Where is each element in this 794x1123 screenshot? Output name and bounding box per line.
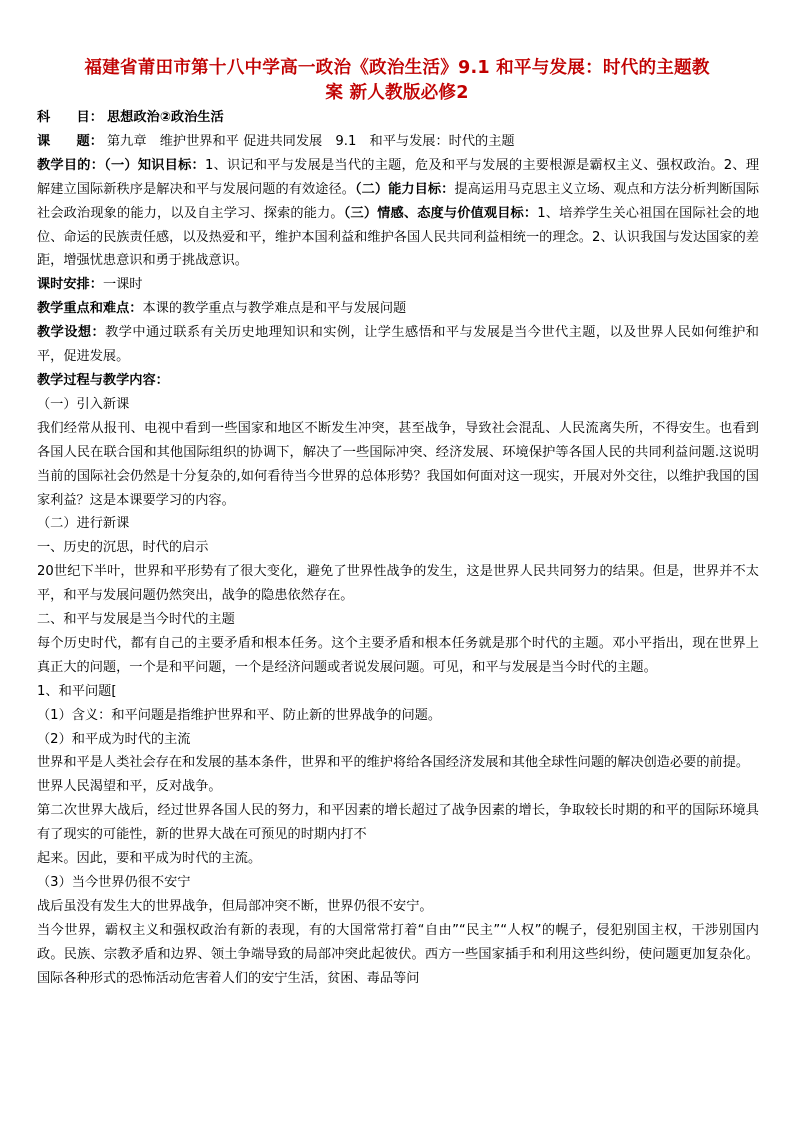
keypoints-value: 本课的教学重点与教学难点是和平与发展问题 xyxy=(142,301,407,317)
topic-label: 课 题： xyxy=(37,133,103,149)
title-line-1: 福建省莆田市第十八中学高一政治《政治生活》9.1 和平与发展：时代的主题教 xyxy=(84,58,710,78)
unrest-paragraph: 战后虽没有发生大的世界战争，但局部冲突不断，世界仍很不安宁。 xyxy=(37,898,433,914)
peace-desire-paragraph: 世界人民渴望和平，反对战争。 xyxy=(37,779,222,795)
ability-goal-text: 提高运用马克思主义立场、观点和方法分析判断国际社会政治现象的能力，以及自主学习、探索的能力。 xyxy=(37,181,760,221)
keypoints-row xyxy=(37,297,759,321)
intro-paragraph: 我们经常从报刊、电视中看到一些国家和地区不断发生冲突，甚至战争，导致社会混乱、人民流离失所，不得安生。也看到各国人民在联合国和其他国际组织的协调下，解决了一些国际冲突、经济发展、环境保护等各国人民的共同利益问题.这说明当前的国际社会仍然是十分复杂的,如何看待当今世界的总体形势？我国如何面对这一现实，开展对外交往，以维护我国的国家利益？这是本课要学习的内容。 xyxy=(37,420,759,508)
subject-label: 科 目： xyxy=(37,110,103,125)
objectives-label: 教学目的： xyxy=(37,157,105,173)
postwar-paragraph: 第二次世界大战后，经过世界各国人民的努力，和平因素的增长超过了战争因素的增长，争取较长时期的和平的国际环境具有了现实的可能性，新的世界大战在可预见的时期内打不 xyxy=(37,803,759,843)
document-body xyxy=(37,106,759,991)
schedule-row xyxy=(37,273,759,297)
history-paragraph: 20世纪下半叶，世界和平形势有了很大变化，避免了世界性战争的发生，这是世界人民共同努力的结果。但是，世界并不太平，和平与发展问题仍然突出，战争的隐患依然存在。 xyxy=(37,564,759,604)
objectives-paragraph xyxy=(37,154,759,274)
section-intro-heading: （一）引入新课 xyxy=(37,396,130,412)
section-new-lesson-heading: （二）进行新课 xyxy=(37,516,130,532)
schedule-value: 一课时 xyxy=(102,277,143,293)
design-value: 教学中通过联系有关历史地理知识和实例，让学生感悟和平与发展是当今世代主题，以及世界人民如何维护和平，促进发展。 xyxy=(37,325,759,365)
subject-row xyxy=(37,106,759,130)
keypoints-label: 教学重点和难点： xyxy=(37,301,143,317)
heading-peace-mainstream: （2）和平成为时代的主流 xyxy=(37,731,191,747)
emotion-goal-label: （三）情感、态度与价值观目标： xyxy=(343,205,538,221)
title-line-2: 案 新人教版必修2 xyxy=(325,83,469,103)
heading-history: 一、历史的沉思，时代的启示 xyxy=(37,540,209,556)
hegemony-paragraph: 当今世界，霸权主义和强权政治有新的表现，有的大国常常打着“自由”“民主”“人权”的幌子，侵犯别国主权，干涉别国内政。民族、宗教矛盾和边界、领土争端导致的局部冲突此起彼伏。西方一些国家插手和利用这些纠纷，使问题更加复杂化。国际各种形式的恐怖活动危害着人们的安宁生活，贫困、毒品等问 xyxy=(37,922,759,986)
heading-theme: 二、和平与发展是当今时代的主题 xyxy=(37,612,235,628)
heading-peace-meaning: （1）含义：和平问题是指维护世界和平、防止新的世界战争的问题。 xyxy=(37,707,442,723)
peace-basis-paragraph: 世界和平是人类社会存在和发展的基本条件，世界和平的维护将给各国经济发展和其他全球性问题的解决创造必要的前提。 xyxy=(37,755,750,771)
postwar-paragraph-cont: 起来。因此，要和平成为时代的主流。 xyxy=(37,851,262,867)
knowledge-goal-text: 1、识记和平与发展是当代的主题，危及和平与发展的主要根源是霸权主义、强权政治。2、理解建立国际新秩序是解决和平与发展问题的有效途径。 xyxy=(37,157,760,197)
knowledge-goal-label: （一）知识目标： xyxy=(104,157,205,173)
topic-value: 第九章 维护世界和平 促进共同发展 9.1 和平与发展：时代的主题 xyxy=(107,133,515,149)
theme-paragraph: 每个历史时代，都有自己的主要矛盾和根本任务。这个主要矛盾和根本任务就是那个时代的主题。邓小平指出，现在世界上真正大的问题，一个是和平问题，一个是经济问题或者说发展问题。可见，和平与发展是当今时代的主题。 xyxy=(37,635,759,675)
subject-value: 思想政治②政治生活 xyxy=(107,110,224,125)
emotion-goal-text: 1、培养学生关心祖国在国际社会的地位、命运的民族责任感，以及热爱和平，维护本国利益和维护各国人民共同利益相统一的理念。2、认识我国与发达国家的差距，增强忧患意识和勇于挑战意识。 xyxy=(37,205,760,269)
ability-goal-label: （二）能力目标： xyxy=(354,181,455,197)
topic-row xyxy=(37,130,759,154)
design-label: 教学设想： xyxy=(37,325,106,341)
design-paragraph xyxy=(37,321,759,369)
document-title xyxy=(36,56,758,106)
heading-peace-issue: 1、和平问题[ xyxy=(37,683,117,699)
heading-unrest: （3）当今世界仍很不安宁 xyxy=(37,875,191,890)
schedule-label: 课时安排： xyxy=(37,277,103,293)
process-heading: 教学过程与教学内容： xyxy=(37,372,169,388)
